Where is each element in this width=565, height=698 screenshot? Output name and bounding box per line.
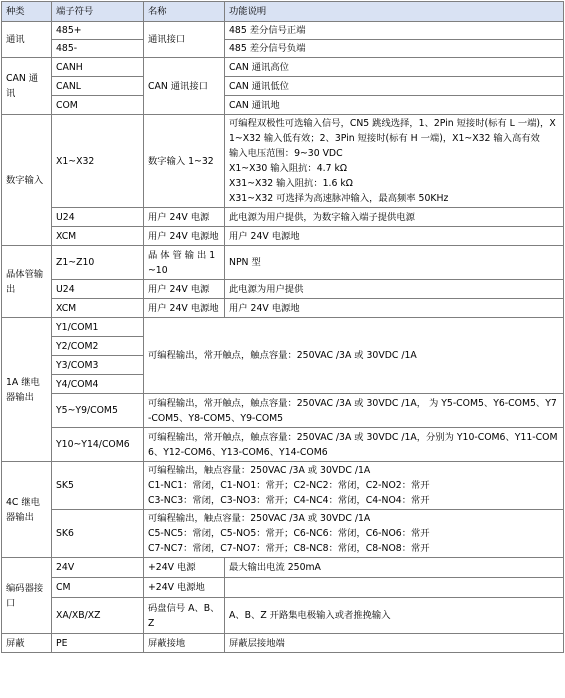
function-cell: 485 差分信号正端 (225, 22, 564, 40)
name-cell: 用户 24V 电源地 (144, 299, 225, 318)
table-row (2, 77, 564, 96)
name-cell: 用户 24V 电源 (144, 208, 225, 227)
terminal-cell: CANH (52, 58, 144, 77)
header-terminal: 端子符号 (52, 2, 144, 22)
function-cell: CAN 通讯高位 (225, 58, 564, 77)
description-line: C1-NC1：常闭，C1-NO1：常开；C2-NC2：常闭，C2-NO2：常开 (148, 480, 430, 491)
function-cell: 485 差分信号负端 (225, 40, 564, 58)
function-cell: CAN 通讯地 (225, 96, 564, 115)
function-cell (144, 510, 564, 558)
name-cell: 通讯接口 (144, 22, 225, 58)
terminal-cell: SK6 (52, 510, 144, 558)
table-row (2, 462, 564, 510)
function-cell: 最大输出电流 250mA (225, 558, 564, 578)
category-cell: 晶体管输出 (2, 246, 52, 318)
description-line: 输入电压范围：9~30 VDC (229, 148, 343, 159)
table-row (2, 578, 564, 598)
function-cell: NPN 型 (225, 246, 564, 280)
table-row (2, 96, 564, 115)
name-cell: 晶 体 管 输 出 1~10 (144, 246, 225, 280)
function-cell: 可编程输出，常开触点，触点容量：250VAC /3A 或 30VDC /1A， 为 Y5-COM5、Y6-COM5、Y7-COM5、Y8-COM5、Y9-COM5 (144, 394, 564, 428)
terminal-cell: CANL (52, 77, 144, 96)
function-cell: A、B、Z 开路集电极输入或者推挽输入 (225, 598, 564, 634)
terminal-cell: 485- (52, 40, 144, 58)
terminal-cell: Y10~Y14/COM6 (52, 428, 144, 462)
description-line: X31~X32 输入阻抗：1.6 kΩ (229, 178, 353, 189)
table-row (2, 510, 564, 558)
table-row (2, 428, 564, 462)
terminal-cell: Y5~Y9/COM5 (52, 394, 144, 428)
table-row (2, 299, 564, 318)
table-row (2, 227, 564, 246)
terminal-cell: Z1~Z10 (52, 246, 144, 280)
terminal-cell: SK5 (52, 462, 144, 510)
category-cell: 屏蔽 (2, 634, 52, 653)
terminal-cell: U24 (52, 208, 144, 227)
terminal-cell: U24 (52, 280, 144, 299)
terminal-cell: XCM (52, 299, 144, 318)
function-cell: 屏蔽层接地端 (225, 634, 564, 653)
table-row (2, 634, 564, 653)
function-cell: 可编程输出，常开触点，触点容量：250VAC /3A 或 30VDC /1A (144, 318, 564, 394)
category-cell: 4C 继电器输出 (2, 462, 52, 558)
terminal-cell: PE (52, 634, 144, 653)
name-cell: +24V 电源地 (144, 578, 225, 598)
function-cell: 用户 24V 电源地 (225, 227, 564, 246)
terminal-cell: 24V (52, 558, 144, 578)
header-category: 种类 (2, 2, 52, 22)
name-cell: 用户 24V 电源 (144, 280, 225, 299)
table-row (2, 318, 564, 337)
terminal-cell: XCM (52, 227, 144, 246)
terminal-cell: Y3/COM3 (52, 356, 144, 375)
category-cell: CAN 通讯 (2, 58, 52, 115)
table-row (2, 208, 564, 227)
name-cell: 码盘信号 A、B、Z (144, 598, 225, 634)
table-row (2, 394, 564, 428)
header-name: 名称 (144, 2, 225, 22)
function-cell (144, 462, 564, 510)
description-line: 可编程双极性可选输入信号，CN5 跳线选择，1、2Pin 短接时(标有 L 一端)，X1~X32 输入低有效；2、3Pin 短接时(标有 H 一端)，X1~X32 输入高有效 (229, 118, 556, 144)
function-cell: 此电源为用户提供，为数字输入端子提供电源 (225, 208, 564, 227)
table-row (2, 598, 564, 634)
terminal-cell: Y4/COM4 (52, 375, 144, 394)
description-line: X1~X30 输入阻抗：4.7 kΩ (229, 163, 347, 174)
name-cell: CAN 通讯接口 (144, 58, 225, 115)
category-cell: 编码器接口 (2, 558, 52, 634)
table-row (2, 246, 564, 280)
terminal-cell: COM (52, 96, 144, 115)
function-cell (225, 115, 564, 208)
table-row (2, 40, 564, 58)
header-row (2, 2, 564, 22)
category-cell: 1A 继电器输出 (2, 318, 52, 462)
terminal-cell: CM (52, 578, 144, 598)
table-row (2, 115, 564, 208)
table-row (2, 58, 564, 77)
terminal-cell: Y1/COM1 (52, 318, 144, 337)
description-line: X31~X32 可选择为高速脉冲输入，最高频率 50KHz (229, 193, 449, 204)
description-line: 可编程输出，触点容量：250VAC /3A 或 30VDC /1A (148, 465, 371, 476)
function-cell: CAN 通讯低位 (225, 77, 564, 96)
function-cell: 可编程输出，常开触点，触点容量：250VAC /3A 或 30VDC /1A，分别为 Y10-COM6、Y11-COM6、Y12-COM6、Y13-COM6、Y14-COM6 (144, 428, 564, 462)
table-row (2, 22, 564, 40)
category-cell: 通讯 (2, 22, 52, 58)
table-row (2, 558, 564, 578)
terminal-spec-table (1, 1, 564, 653)
function-cell: 此电源为用户提供 (225, 280, 564, 299)
name-cell: 数字输入 1~32 (144, 115, 225, 208)
description-line: C7-NC7：常闭，C7-NO7：常开；C8-NC8：常闭，C8-NO8：常开 (148, 543, 430, 554)
description-line: 可编程输出，触点容量：250VAC /3A 或 30VDC /1A (148, 513, 371, 524)
table-row (2, 280, 564, 299)
terminal-cell: Y2/COM2 (52, 337, 144, 356)
description-line: C5-NC5：常闭，C5-NO5：常开；C6-NC6：常闭，C6-NO6：常开 (148, 528, 430, 539)
function-cell: 用户 24V 电源地 (225, 299, 564, 318)
name-cell: 用户 24V 电源地 (144, 227, 225, 246)
description-line: C3-NC3：常闭，C3-NO3：常开；C4-NC4：常闭，C4-NO4：常开 (148, 495, 430, 506)
function-cell (225, 578, 564, 598)
header-function: 功能说明 (225, 2, 564, 22)
terminal-cell: 485+ (52, 22, 144, 40)
name-cell: 屏蔽接地 (144, 634, 225, 653)
category-cell: 数字输入 (2, 115, 52, 246)
terminal-cell: XA/XB/XZ (52, 598, 144, 634)
name-cell: +24V 电源 (144, 558, 225, 578)
terminal-cell: X1~X32 (52, 115, 144, 208)
